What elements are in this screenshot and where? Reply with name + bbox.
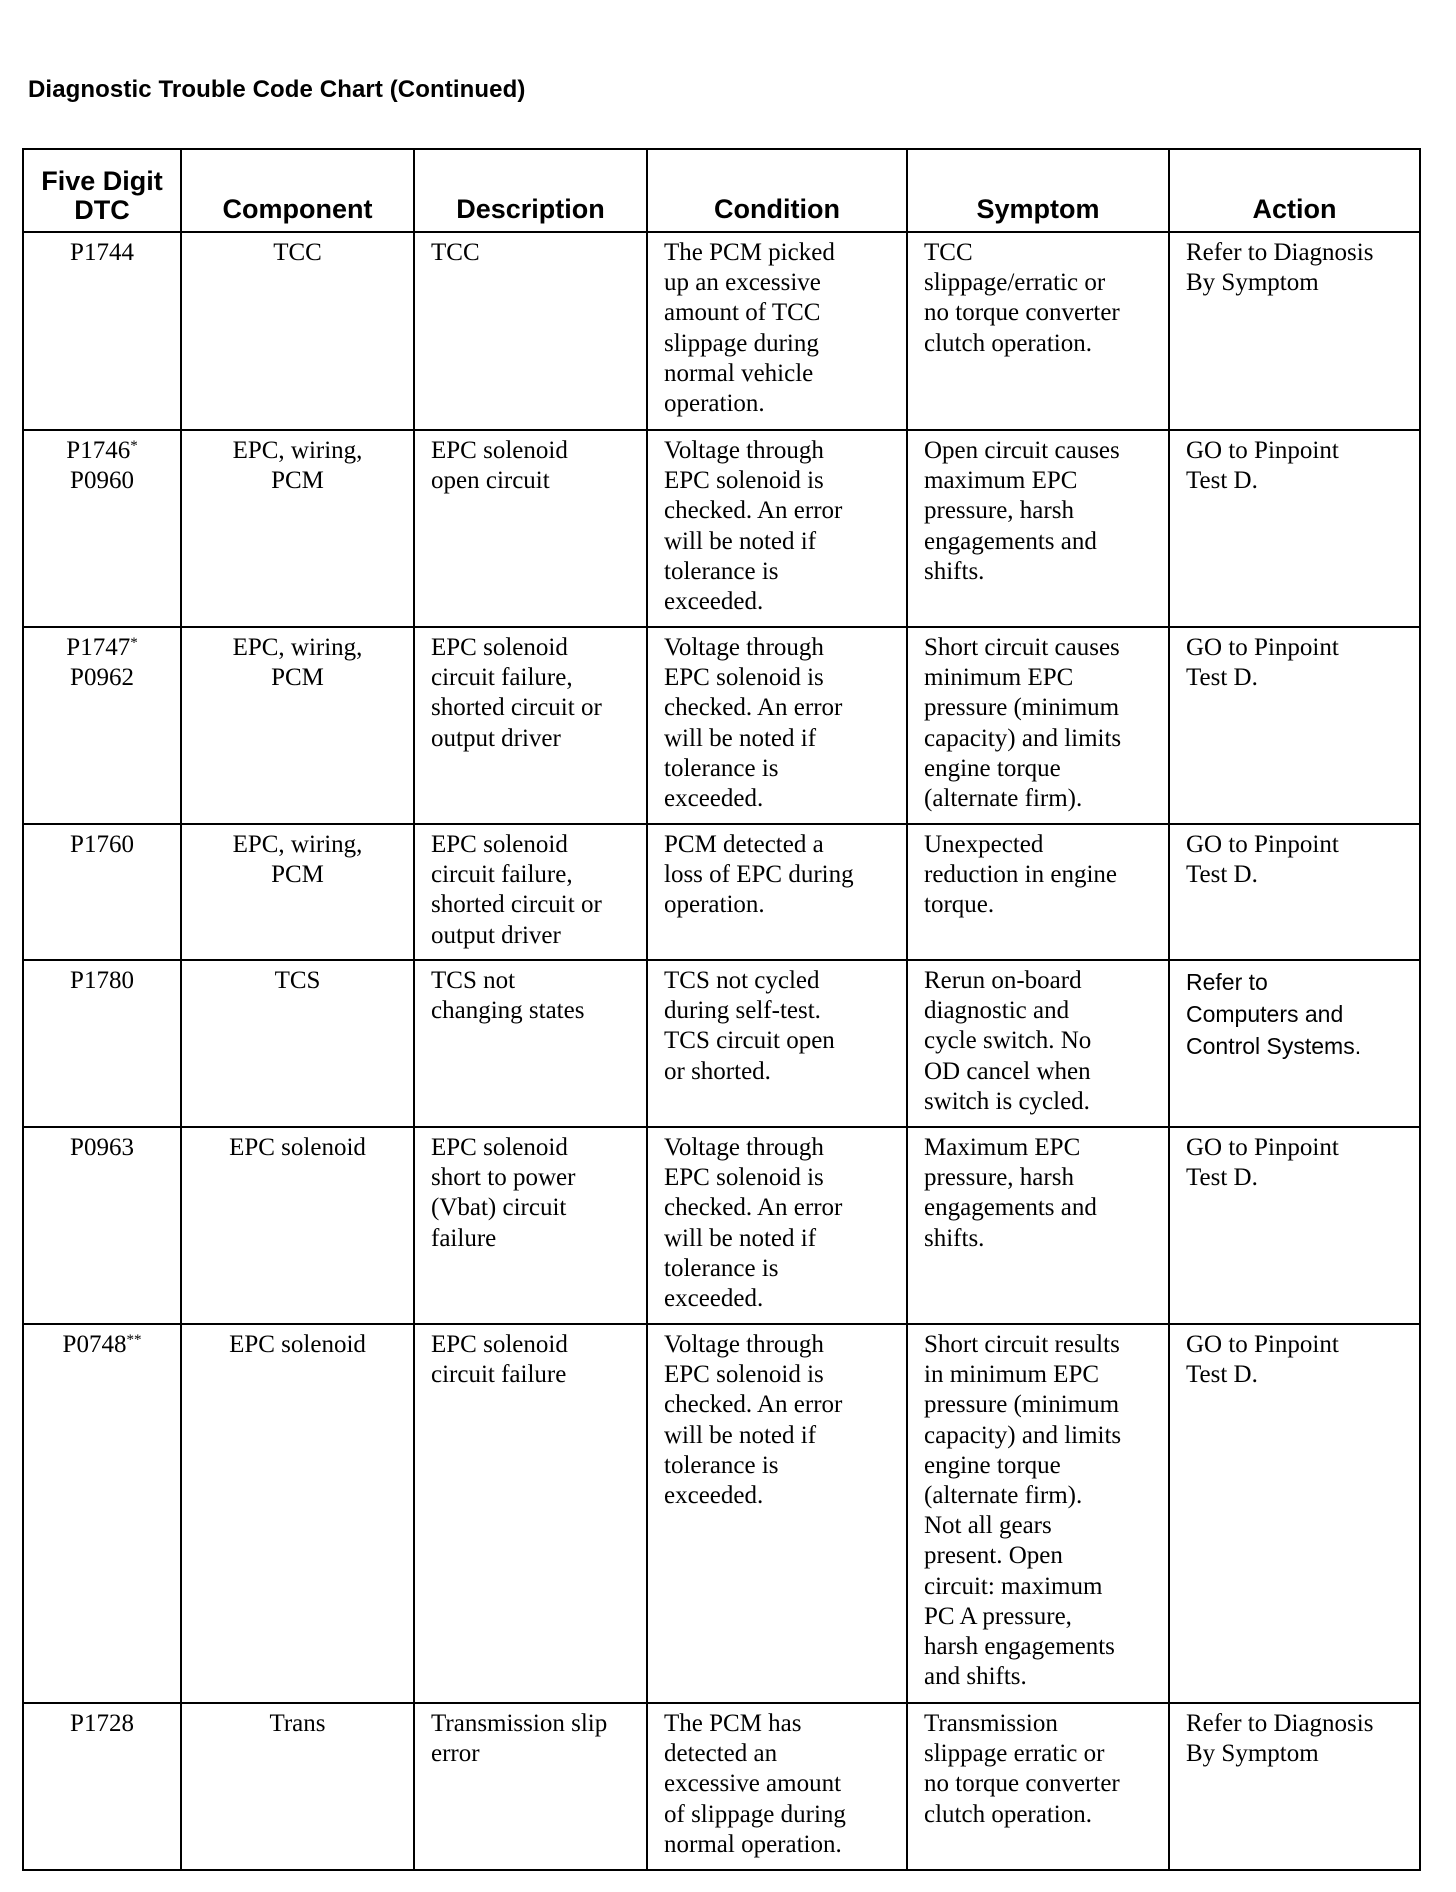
header-symptom: Symptom <box>907 149 1169 232</box>
symptom-cell <box>907 430 1169 627</box>
condition-cell-text: PCM detected a loss of EPC during operation. <box>664 831 854 919</box>
symptom-cell <box>907 232 1169 430</box>
component-cell-text: TCC <box>273 239 322 266</box>
dtc-code <box>28 1330 176 1360</box>
action-cell-text: Refer to Diagnosis By Symptom <box>1186 239 1374 297</box>
description-cell-text: TCC <box>431 239 480 266</box>
symptom-cell <box>907 1127 1169 1324</box>
description-cell <box>414 430 647 627</box>
dtc-code <box>28 238 176 268</box>
header-component: Component <box>181 149 414 232</box>
dtc-footnote-mark: * <box>130 635 138 651</box>
symptom-cell <box>907 824 1169 960</box>
dtc-code-value: P1746 <box>66 437 131 464</box>
component-cell-text: EPC, wiring, PCM <box>232 437 363 495</box>
action-cell <box>1169 1324 1420 1703</box>
action-cell-text: Refer to Diagnosis By Symptom <box>1186 1710 1374 1768</box>
table-header-row <box>23 149 1420 232</box>
description-cell-text: EPC solenoid circuit failure, shorted circuit or output driver <box>431 831 602 949</box>
dtc-cell <box>23 1324 181 1703</box>
description-cell <box>414 1324 647 1703</box>
dtc-table <box>22 148 1421 1871</box>
dtc-code-value: P1760 <box>70 831 134 858</box>
condition-cell <box>647 960 907 1127</box>
action-cell <box>1169 430 1420 627</box>
table-row <box>23 627 1420 824</box>
dtc-cell <box>23 960 181 1127</box>
description-cell-text: Transmission slip error <box>431 1710 608 1768</box>
action-cell <box>1169 232 1420 430</box>
description-cell <box>414 627 647 824</box>
symptom-cell <box>907 627 1169 824</box>
description-cell <box>414 824 647 960</box>
table-row <box>23 1324 1420 1703</box>
dtc-code <box>28 436 176 466</box>
description-cell-text: EPC solenoid circuit failure <box>431 1331 568 1389</box>
condition-cell <box>647 1127 907 1324</box>
table-row <box>23 824 1420 960</box>
component-cell-text: EPC, wiring, PCM <box>232 634 363 692</box>
dtc-code-value: P1744 <box>70 239 134 266</box>
symptom-cell-text: Rerun on-board diagnostic and cycle switch. No OD cancel when switch is cycled. <box>924 967 1092 1115</box>
action-cell-text: GO to Pinpoint Test D. <box>1186 437 1339 495</box>
action-cell-text: Refer to Computers and Control Systems. <box>1186 969 1362 1059</box>
dtc-code-value: P0960 <box>70 467 134 495</box>
symptom-cell-text: Maximum EPC pressure, harsh engagements and shifts. <box>924 1134 1097 1252</box>
header-dtc-line2: DTC <box>74 195 130 225</box>
dtc-code <box>28 466 176 496</box>
dtc-cell <box>23 232 181 430</box>
component-cell-text: EPC solenoid <box>229 1331 366 1358</box>
component-cell-text: EPC solenoid <box>229 1134 366 1161</box>
component-cell <box>181 232 414 430</box>
component-cell-text: Trans <box>269 1710 326 1737</box>
dtc-cell <box>23 824 181 960</box>
header-dtc-line1: Five Digit <box>41 166 163 196</box>
symptom-cell-text: Open circuit causes maximum EPC pressure, harsh engagements and shifts. <box>924 437 1120 585</box>
dtc-code-value: P1747 <box>66 634 131 661</box>
header-dtc <box>23 149 181 232</box>
symptom-cell-text: Unexpected reduction in engine torque. <box>924 831 1117 919</box>
component-cell <box>181 960 414 1127</box>
condition-cell <box>647 1324 907 1703</box>
component-cell <box>181 1703 414 1870</box>
dtc-code-value: P1728 <box>70 1710 134 1737</box>
component-cell-text: EPC, wiring, PCM <box>232 831 363 889</box>
dtc-code <box>28 966 176 996</box>
dtc-cell <box>23 627 181 824</box>
description-cell-text: EPC solenoid open circuit <box>431 437 568 495</box>
action-cell <box>1169 627 1420 824</box>
dtc-footnote-mark: * <box>130 438 138 454</box>
symptom-cell <box>907 1324 1169 1703</box>
description-cell <box>414 960 647 1127</box>
condition-cell <box>647 430 907 627</box>
condition-cell <box>647 824 907 960</box>
component-cell <box>181 627 414 824</box>
action-cell-text: GO to Pinpoint Test D. <box>1186 1331 1339 1389</box>
condition-cell-text: The PCM picked up an excessive amount of TCC slippage during normal vehicle operation. <box>664 239 835 418</box>
action-cell <box>1169 824 1420 960</box>
header-condition: Condition <box>647 149 907 232</box>
component-cell <box>181 1127 414 1324</box>
symptom-cell <box>907 960 1169 1127</box>
dtc-code <box>28 633 176 663</box>
component-cell <box>181 430 414 627</box>
condition-cell <box>647 232 907 430</box>
condition-cell-text: TCS not cycled during self-test. TCS circuit open or shorted. <box>664 967 835 1085</box>
action-cell-text: GO to Pinpoint Test D. <box>1186 831 1339 889</box>
table-row <box>23 1127 1420 1324</box>
page-title: Diagnostic Trouble Code Chart (Continued) <box>28 76 526 103</box>
dtc-code-value: P0748 <box>62 1331 127 1358</box>
dtc-code <box>28 663 176 693</box>
action-cell-text: GO to Pinpoint Test D. <box>1186 634 1339 692</box>
condition-cell-text: Voltage through EPC solenoid is checked. An error will be noted if tolerance is exceeded. <box>664 437 843 616</box>
symptom-cell-text: Short circuit causes minimum EPC pressure (minimum capacity) and limits engine torque (alternate firm). <box>924 634 1122 813</box>
condition-cell-text: Voltage through EPC solenoid is checked. An error will be noted if tolerance is exceeded. <box>664 1331 843 1510</box>
table-row <box>23 430 1420 627</box>
description-cell-text: EPC solenoid short to power (Vbat) circuit failure <box>431 1134 576 1252</box>
condition-cell-text: Voltage through EPC solenoid is checked. An error will be noted if tolerance is exceeded. <box>664 634 843 813</box>
description-cell <box>414 232 647 430</box>
dtc-code-value: P1780 <box>70 967 134 994</box>
description-cell-text: TCS not changing states <box>431 967 585 1025</box>
header-action: Action <box>1169 149 1420 232</box>
dtc-code <box>28 830 176 860</box>
dtc-footnote-mark: ** <box>126 1332 142 1348</box>
action-cell-text: GO to Pinpoint Test D. <box>1186 1134 1339 1192</box>
component-cell <box>181 1324 414 1703</box>
condition-cell-text: The PCM has detected an excessive amount of slippage during normal operation. <box>664 1710 846 1858</box>
condition-cell-text: Voltage through EPC solenoid is checked. An error will be noted if tolerance is exceeded. <box>664 1134 843 1313</box>
symptom-cell-text: TCC slippage/erratic or no torque converter clutch operation. <box>924 239 1120 357</box>
description-cell-text: EPC solenoid circuit failure, shorted circuit or output driver <box>431 634 602 752</box>
table-row <box>23 232 1420 430</box>
component-cell-text: TCS <box>274 967 321 994</box>
table-row <box>23 960 1420 1127</box>
dtc-code-value: P0963 <box>70 1134 134 1161</box>
table-row <box>23 1703 1420 1870</box>
condition-cell <box>647 1703 907 1870</box>
description-cell <box>414 1127 647 1324</box>
condition-cell <box>647 627 907 824</box>
dtc-code <box>28 1133 176 1163</box>
action-cell <box>1169 1703 1420 1870</box>
dtc-cell <box>23 1127 181 1324</box>
symptom-cell-text: Transmission slippage erratic or no torque converter clutch operation. <box>924 1710 1120 1828</box>
dtc-code <box>28 1709 176 1739</box>
action-cell <box>1169 960 1420 1127</box>
component-cell <box>181 824 414 960</box>
action-cell <box>1169 1127 1420 1324</box>
description-cell <box>414 1703 647 1870</box>
symptom-cell-text: Short circuit results in minimum EPC pressure (minimum capacity) and limits engine torque (alternate firm). Not all gears present. Open circuit: maximum PC A pressure, harsh engagements and shifts. <box>924 1331 1122 1691</box>
symptom-cell <box>907 1703 1169 1870</box>
dtc-cell <box>23 1703 181 1870</box>
dtc-code-value: P0962 <box>70 664 134 692</box>
header-description: Description <box>414 149 647 232</box>
dtc-cell <box>23 430 181 627</box>
